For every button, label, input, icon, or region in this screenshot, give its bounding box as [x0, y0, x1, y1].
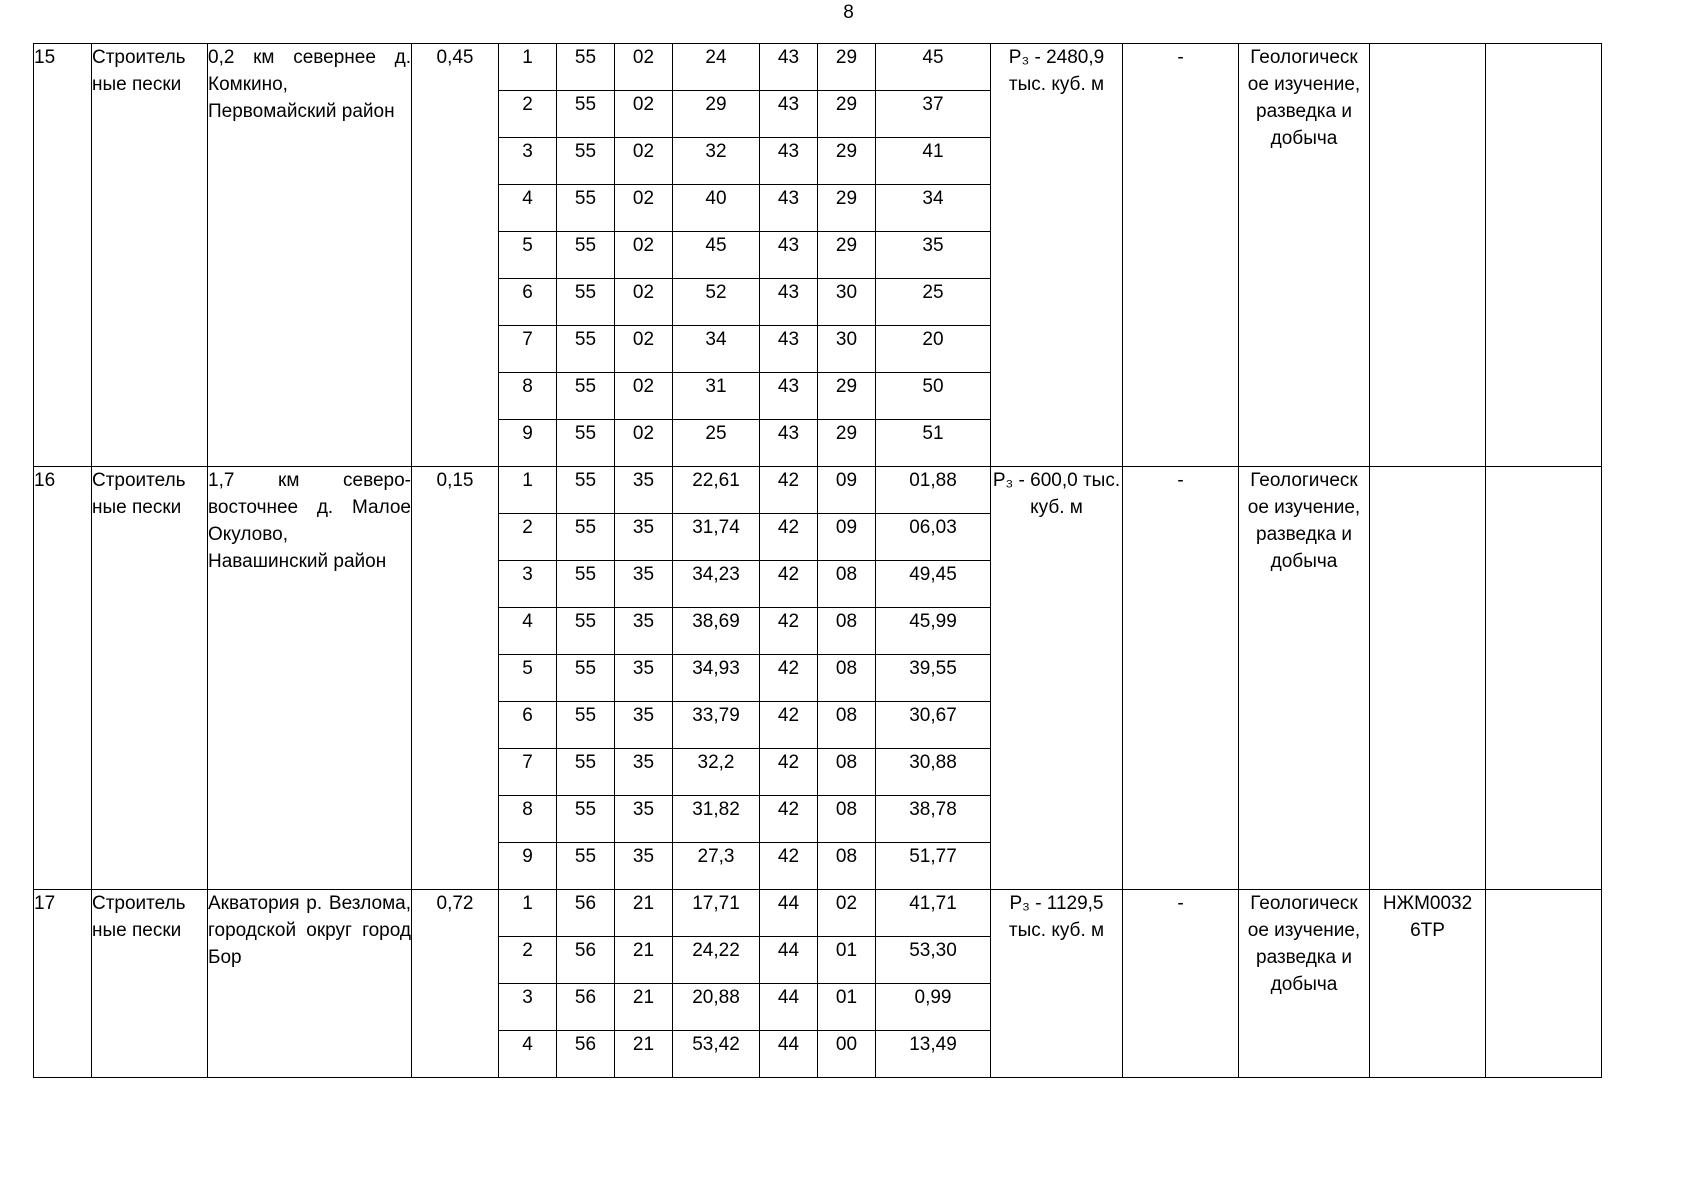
lat-degrees: 56	[557, 1031, 615, 1078]
lat-seconds: 31,74	[673, 514, 760, 561]
lat-minutes: 02	[615, 138, 673, 185]
lon-seconds: 13,49	[876, 1031, 991, 1078]
point-number: 8	[499, 373, 557, 420]
lat-degrees: 55	[557, 420, 615, 467]
lat-minutes: 35	[615, 467, 673, 514]
lon-degrees: 42	[760, 561, 818, 608]
lat-degrees: 55	[557, 279, 615, 326]
lat-degrees: 55	[557, 514, 615, 561]
lon-minutes: 02	[818, 890, 876, 937]
page-number: 8	[843, 2, 854, 23]
lon-seconds: 51	[876, 420, 991, 467]
point-number: 2	[499, 937, 557, 984]
point-number: 8	[499, 796, 557, 843]
lat-seconds: 33,79	[673, 702, 760, 749]
lat-degrees: 56	[557, 984, 615, 1031]
point-number: 3	[499, 138, 557, 185]
lon-minutes: 08	[818, 655, 876, 702]
lat-minutes: 35	[615, 843, 673, 890]
point-number: 2	[499, 514, 557, 561]
use-purpose: Геологическ ое изучение, разведка и добыча	[1239, 890, 1370, 1078]
lat-degrees: 56	[557, 890, 615, 937]
lat-minutes: 35	[615, 514, 673, 561]
lon-minutes: 01	[818, 937, 876, 984]
lon-minutes: 08	[818, 749, 876, 796]
note-cell	[1486, 467, 1602, 890]
lat-minutes: 02	[615, 373, 673, 420]
lon-minutes: 08	[818, 561, 876, 608]
area-location: Акватория р. Везлома, городской округ город Бор	[208, 890, 412, 1078]
lon-degrees: 42	[760, 843, 818, 890]
reserve-category: -	[1123, 467, 1239, 890]
mineral-type: Строитель ные пески	[92, 890, 208, 1078]
point-number: 9	[499, 843, 557, 890]
point-number: 3	[499, 984, 557, 1031]
lat-seconds: 20,88	[673, 984, 760, 1031]
lat-seconds: 22,61	[673, 467, 760, 514]
lon-degrees: 44	[760, 984, 818, 1031]
lon-seconds: 30,67	[876, 702, 991, 749]
point-number: 5	[499, 232, 557, 279]
lon-minutes: 08	[818, 608, 876, 655]
lon-degrees: 43	[760, 420, 818, 467]
lat-minutes: 02	[615, 420, 673, 467]
lat-degrees: 55	[557, 467, 615, 514]
table-row	[34, 467, 1602, 514]
license-number	[1370, 44, 1486, 467]
lat-minutes: 02	[615, 232, 673, 279]
lon-degrees: 42	[760, 749, 818, 796]
point-number: 6	[499, 279, 557, 326]
predicted-resources: P₃ - 600,0 тыс. куб. м	[991, 467, 1123, 890]
area-number: 16	[34, 467, 92, 890]
lat-degrees: 55	[557, 232, 615, 279]
lat-degrees: 55	[557, 44, 615, 91]
lon-minutes: 29	[818, 44, 876, 91]
reserve-category: -	[1123, 44, 1239, 467]
lon-degrees: 44	[760, 1031, 818, 1078]
lon-seconds: 41	[876, 138, 991, 185]
area-location: 0,2 км севернее д. Комкино, Первомайский район	[208, 44, 412, 467]
lon-seconds: 35	[876, 232, 991, 279]
area-size: 0,15	[412, 467, 499, 890]
lon-degrees: 43	[760, 138, 818, 185]
lon-seconds: 20	[876, 326, 991, 373]
lon-minutes: 29	[818, 232, 876, 279]
lon-degrees: 43	[760, 232, 818, 279]
lon-degrees: 43	[760, 373, 818, 420]
table-row	[34, 44, 1602, 91]
lon-degrees: 42	[760, 655, 818, 702]
lat-seconds: 40	[673, 185, 760, 232]
lon-degrees: 42	[760, 467, 818, 514]
lat-seconds: 17,71	[673, 890, 760, 937]
lon-degrees: 42	[760, 608, 818, 655]
lon-minutes: 30	[818, 279, 876, 326]
lat-seconds: 34,93	[673, 655, 760, 702]
lat-degrees: 55	[557, 185, 615, 232]
lat-degrees: 55	[557, 561, 615, 608]
lat-degrees: 55	[557, 326, 615, 373]
area-location: 1,7 км северо-восточнее д. Малое Окулово, Навашинский район	[208, 467, 412, 890]
lon-seconds: 49,45	[876, 561, 991, 608]
lat-seconds: 24,22	[673, 937, 760, 984]
lon-seconds: 38,78	[876, 796, 991, 843]
point-number: 2	[499, 91, 557, 138]
license-number: НЖМ0032 6ТР	[1370, 890, 1486, 1078]
lat-minutes: 02	[615, 44, 673, 91]
lon-seconds: 25	[876, 279, 991, 326]
lon-seconds: 39,55	[876, 655, 991, 702]
lat-minutes: 35	[615, 702, 673, 749]
lat-minutes: 02	[615, 326, 673, 373]
point-number: 5	[499, 655, 557, 702]
lon-minutes: 29	[818, 420, 876, 467]
lat-degrees: 55	[557, 749, 615, 796]
area-number: 15	[34, 44, 92, 467]
lat-degrees: 55	[557, 138, 615, 185]
mineral-type: Строитель ные пески	[92, 44, 208, 467]
lon-seconds: 53,30	[876, 937, 991, 984]
lon-degrees: 43	[760, 279, 818, 326]
lon-degrees: 43	[760, 326, 818, 373]
lat-minutes: 35	[615, 749, 673, 796]
lat-minutes: 35	[615, 561, 673, 608]
lat-minutes: 35	[615, 608, 673, 655]
lat-seconds: 34	[673, 326, 760, 373]
point-number: 9	[499, 420, 557, 467]
lat-seconds: 32,2	[673, 749, 760, 796]
lon-degrees: 43	[760, 185, 818, 232]
lon-seconds: 34	[876, 185, 991, 232]
lon-seconds: 30,88	[876, 749, 991, 796]
lat-minutes: 21	[615, 984, 673, 1031]
point-number: 1	[499, 44, 557, 91]
point-number: 4	[499, 1031, 557, 1078]
predicted-resources: P₃ - 1129,5 тыс. куб. м	[991, 890, 1123, 1078]
lon-seconds: 01,88	[876, 467, 991, 514]
lat-degrees: 55	[557, 655, 615, 702]
lat-seconds: 25	[673, 420, 760, 467]
lon-degrees: 44	[760, 937, 818, 984]
point-number: 4	[499, 185, 557, 232]
lon-minutes: 29	[818, 373, 876, 420]
lat-minutes: 21	[615, 937, 673, 984]
mineral-type: Строитель ные пески	[92, 467, 208, 890]
point-number: 3	[499, 561, 557, 608]
lat-degrees: 55	[557, 608, 615, 655]
lon-minutes: 29	[818, 138, 876, 185]
lat-seconds: 31,82	[673, 796, 760, 843]
lat-degrees: 55	[557, 796, 615, 843]
point-number: 7	[499, 749, 557, 796]
lon-minutes: 08	[818, 702, 876, 749]
lon-degrees: 43	[760, 91, 818, 138]
point-number: 1	[499, 890, 557, 937]
lat-degrees: 55	[557, 843, 615, 890]
point-number: 1	[499, 467, 557, 514]
table-row	[34, 890, 1602, 937]
lat-minutes: 21	[615, 1031, 673, 1078]
lat-seconds: 31	[673, 373, 760, 420]
lat-degrees: 55	[557, 702, 615, 749]
lon-minutes: 00	[818, 1031, 876, 1078]
lon-seconds: 45,99	[876, 608, 991, 655]
use-purpose: Геологическ ое изучение, разведка и добыча	[1239, 44, 1370, 467]
lat-seconds: 29	[673, 91, 760, 138]
note-cell	[1486, 44, 1602, 467]
lon-seconds: 41,71	[876, 890, 991, 937]
lat-degrees: 56	[557, 937, 615, 984]
lat-minutes: 35	[615, 655, 673, 702]
lat-minutes: 02	[615, 279, 673, 326]
use-purpose: Геологическ ое изучение, разведка и добыча	[1239, 467, 1370, 890]
lat-seconds: 45	[673, 232, 760, 279]
area-size: 0,72	[412, 890, 499, 1078]
lon-seconds: 51,77	[876, 843, 991, 890]
lat-minutes: 35	[615, 796, 673, 843]
lon-degrees: 42	[760, 702, 818, 749]
lon-minutes: 09	[818, 467, 876, 514]
lon-minutes: 08	[818, 843, 876, 890]
lon-degrees: 44	[760, 890, 818, 937]
lon-degrees: 42	[760, 514, 818, 561]
lon-minutes: 08	[818, 796, 876, 843]
point-number: 6	[499, 702, 557, 749]
lat-minutes: 21	[615, 890, 673, 937]
lon-seconds: 37	[876, 91, 991, 138]
lat-seconds: 53,42	[673, 1031, 760, 1078]
reserve-category: -	[1123, 890, 1239, 1078]
lon-seconds: 0,99	[876, 984, 991, 1031]
lon-minutes: 01	[818, 984, 876, 1031]
lat-seconds: 38,69	[673, 608, 760, 655]
lon-seconds: 50	[876, 373, 991, 420]
predicted-resources: P₃ - 2480,9 тыс. куб. м	[991, 44, 1123, 467]
lat-seconds: 27,3	[673, 843, 760, 890]
lon-seconds: 06,03	[876, 514, 991, 561]
lat-minutes: 02	[615, 185, 673, 232]
lon-seconds: 45	[876, 44, 991, 91]
lat-seconds: 24	[673, 44, 760, 91]
lat-degrees: 55	[557, 373, 615, 420]
lat-seconds: 52	[673, 279, 760, 326]
lat-seconds: 34,23	[673, 561, 760, 608]
area-size: 0,45	[412, 44, 499, 467]
lon-minutes: 30	[818, 326, 876, 373]
license-number	[1370, 467, 1486, 890]
lon-minutes: 29	[818, 185, 876, 232]
lat-minutes: 02	[615, 91, 673, 138]
subsoil-areas-table	[33, 43, 1602, 1078]
lon-degrees: 43	[760, 44, 818, 91]
lat-degrees: 55	[557, 91, 615, 138]
lat-seconds: 32	[673, 138, 760, 185]
lon-degrees: 42	[760, 796, 818, 843]
area-number: 17	[34, 890, 92, 1078]
lon-minutes: 29	[818, 91, 876, 138]
point-number: 7	[499, 326, 557, 373]
lon-minutes: 09	[818, 514, 876, 561]
point-number: 4	[499, 608, 557, 655]
note-cell	[1486, 890, 1602, 1078]
